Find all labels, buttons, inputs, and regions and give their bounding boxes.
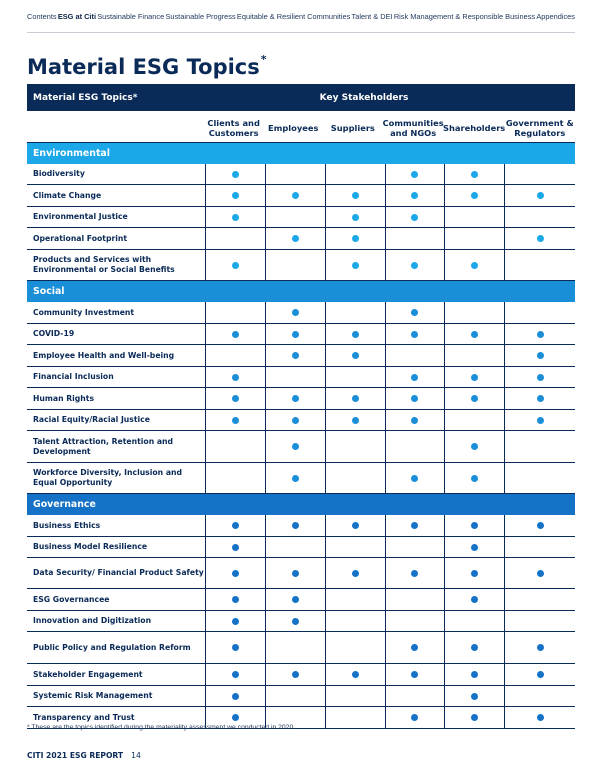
table-cell [325, 515, 385, 536]
stakeholder-dot-icon [352, 214, 359, 221]
stakeholder-dot-icon [471, 570, 478, 577]
stakeholder-dot-icon [292, 235, 299, 242]
page-number: 14 [131, 751, 141, 760]
table-cell [444, 558, 504, 588]
topic-label: Products and Services with Environmental or Social Benefits [33, 255, 175, 274]
title-footnote-mark: * [260, 53, 267, 66]
table-cell [504, 632, 575, 663]
table-cell [325, 686, 385, 706]
table-cell [444, 431, 504, 462]
column-header-clients-and-customers: Clients and Customers [207, 117, 260, 138]
table-cell [205, 632, 265, 663]
stakeholder-dot-icon [411, 192, 418, 199]
topic-label: COVID-19 [33, 329, 75, 338]
table-cell [504, 207, 575, 227]
table-row [27, 185, 575, 207]
stakeholder-dot-icon [471, 171, 478, 178]
table-cell [205, 324, 265, 344]
table-cell [444, 367, 504, 387]
table-cell [444, 537, 504, 557]
topic-label: Community Investment [33, 307, 135, 317]
table-cell [325, 632, 385, 663]
table-row [27, 345, 575, 367]
stakeholder-dot-icon [537, 644, 544, 651]
topic-label: Human Rights [33, 393, 95, 403]
nav-link-appendices[interactable]: Appendices [536, 12, 575, 21]
nav-link-sustainable-finance[interactable]: Sustainable Finance [97, 12, 165, 21]
table-cell [504, 302, 575, 323]
stakeholder-dot-icon [292, 192, 299, 199]
table-cell [504, 611, 575, 631]
table-row [27, 431, 575, 463]
table-cell [325, 164, 385, 184]
table-cell [444, 664, 504, 685]
table-row [27, 228, 575, 250]
table-cell [265, 664, 325, 685]
table-cell [444, 185, 504, 206]
nav-link-esg-at-citi[interactable]: ESG at Citi [57, 12, 97, 21]
stakeholder-dot-icon [411, 714, 418, 721]
table-cell [504, 537, 575, 557]
topic-label: Data Security/ Financial Product Safety [33, 568, 204, 577]
table-cell [504, 707, 575, 728]
stakeholder-dot-icon [537, 671, 544, 678]
table-cell [325, 250, 385, 280]
table-cell [205, 686, 265, 706]
table-cell [504, 228, 575, 249]
table-row [27, 611, 575, 632]
stakeholder-dot-icon [537, 331, 544, 338]
table-cell [444, 632, 504, 663]
stakeholder-dot-icon [232, 671, 239, 678]
table-cell [385, 707, 445, 728]
table-row [27, 250, 575, 281]
nav-link-sustainable-progress[interactable]: Sustainable Progress [165, 12, 236, 21]
table-cell [205, 228, 265, 249]
stakeholder-columns-row [27, 111, 575, 143]
table-row [27, 515, 575, 537]
table-cell [504, 345, 575, 366]
stakeholder-dot-icon [352, 395, 359, 402]
stakeholder-dot-icon [537, 522, 544, 529]
stakeholder-dot-icon [292, 331, 299, 338]
topic-label: Financial Inclusion [33, 372, 114, 381]
stakeholder-dot-icon [471, 192, 478, 199]
table-cell [325, 388, 385, 409]
table-cell [265, 686, 325, 706]
stakeholder-dot-icon [352, 262, 359, 269]
stakeholder-dot-icon [471, 395, 478, 402]
stakeholder-dot-icon [292, 417, 299, 424]
stakeholder-dot-icon [352, 570, 359, 577]
table-cell [385, 515, 445, 536]
table-cell [385, 228, 445, 249]
stakeholder-dot-icon [292, 395, 299, 402]
table-row [27, 558, 575, 589]
topic-label: Business Ethics [33, 520, 101, 530]
table-cell [504, 250, 575, 280]
table-cell [325, 707, 385, 728]
table-cell [444, 611, 504, 631]
stakeholder-dot-icon [292, 352, 299, 359]
table-cell [325, 302, 385, 323]
topic-label: Racial Equity/Racial Justice [33, 415, 150, 424]
stakeholder-dot-icon [352, 235, 359, 242]
stakeholder-dot-icon [292, 443, 299, 450]
stakeholder-dot-icon [232, 644, 239, 651]
topic-label: Operational Footprint [33, 233, 128, 243]
footnote: * These are the topics identified during the materiality assessment we conducted in 2020. [27, 724, 296, 731]
table-row [27, 664, 575, 686]
topic-label: Talent Attraction, Retention and Development [33, 436, 174, 456]
table-cell [325, 664, 385, 685]
table-cell [385, 388, 445, 409]
topic-label: Environmental Justice [33, 212, 128, 221]
table-row [27, 164, 575, 185]
topic-label: Transparency and Trust [33, 712, 135, 722]
topic-label: Public Policy and Regulation Reform [33, 642, 191, 652]
table-cell [325, 367, 385, 387]
table-cell [385, 686, 445, 706]
stakeholder-dot-icon [471, 374, 478, 381]
table-cell [205, 589, 265, 610]
table-cell [444, 302, 504, 323]
table-cell [444, 164, 504, 184]
table-cell [444, 388, 504, 409]
table-row [27, 632, 575, 664]
table-cell [265, 589, 325, 610]
table-cell [325, 463, 385, 493]
stakeholder-dot-icon [411, 417, 418, 424]
stakeholder-dot-icon [232, 395, 239, 402]
stakeholder-dot-icon [471, 693, 478, 700]
table-cell [265, 207, 325, 227]
topic-label: Climate Change [33, 190, 102, 200]
empty-header-cell [27, 111, 204, 142]
stakeholder-dot-icon [232, 570, 239, 577]
table-cell [265, 558, 325, 588]
table-cell [444, 707, 504, 728]
stakeholder-dot-icon [232, 192, 239, 199]
table-cell [385, 345, 445, 366]
stakeholder-dot-icon [471, 262, 478, 269]
table-cell [444, 686, 504, 706]
table-row [27, 388, 575, 410]
stakeholder-dot-icon [411, 475, 418, 482]
stakeholder-dot-icon [537, 352, 544, 359]
table-row [27, 589, 575, 611]
table-cell [325, 558, 385, 588]
topic-label: ESG Governancee [33, 594, 110, 604]
stakeholder-dot-icon [411, 570, 418, 577]
table-row [27, 463, 575, 494]
section-header-governance: Governance [27, 494, 575, 515]
table-cell [444, 515, 504, 536]
stakeholder-dot-icon [292, 522, 299, 529]
column-header-government-regulators: Government & Regulators [505, 117, 574, 138]
stakeholder-dot-icon [471, 544, 478, 551]
stakeholder-dot-icon [537, 235, 544, 242]
topic-label: Systemic Risk Management [33, 691, 153, 700]
table-row [27, 410, 575, 431]
table-cell [504, 367, 575, 387]
table-cell [205, 185, 265, 206]
table-cell [205, 367, 265, 387]
stakeholder-dot-icon [352, 671, 359, 678]
nav-link-risk-management-responsible-business[interactable]: Risk Management & Responsible Business [393, 12, 536, 21]
table-cell [385, 185, 445, 206]
stakeholder-dot-icon [411, 214, 418, 221]
table-cell [385, 632, 445, 663]
table-cell [325, 537, 385, 557]
table-cell [265, 410, 325, 430]
table-cell [325, 324, 385, 344]
stakeholder-dot-icon [232, 262, 239, 269]
table-row [27, 367, 575, 388]
stakeholder-dot-icon [471, 443, 478, 450]
nav-link-contents[interactable]: Contents [27, 12, 57, 21]
stakeholder-dot-icon [352, 352, 359, 359]
table-cell [205, 463, 265, 493]
page-footer [27, 751, 141, 760]
table-cell [265, 388, 325, 409]
stakeholder-dot-icon [411, 171, 418, 178]
table-cell [504, 463, 575, 493]
page-title: Material ESG Topics* [27, 53, 267, 79]
stakeholder-dot-icon [411, 374, 418, 381]
table-cell [205, 431, 265, 462]
stakeholder-dot-icon [411, 671, 418, 678]
table-cell [265, 324, 325, 344]
table-cell [385, 302, 445, 323]
table-row [27, 686, 575, 707]
table-cell [325, 611, 385, 631]
topic-label: Innovation and Digitization [33, 616, 152, 625]
table-cell [385, 664, 445, 685]
column-header-employees: Employees [268, 122, 319, 133]
stakeholder-dot-icon [471, 522, 478, 529]
table-cell [385, 250, 445, 280]
table-cell [265, 345, 325, 366]
stakeholder-dot-icon [292, 596, 299, 603]
table-cell [205, 164, 265, 184]
stakeholder-dot-icon [232, 171, 239, 178]
table-cell [504, 185, 575, 206]
table-row [27, 537, 575, 558]
column-header-suppliers: Suppliers [330, 122, 375, 133]
table-cell [325, 345, 385, 366]
stakeholder-dot-icon [537, 714, 544, 721]
stakeholder-dot-icon [537, 570, 544, 577]
table-cell [325, 228, 385, 249]
table-cell [444, 345, 504, 366]
stakeholder-dot-icon [352, 417, 359, 424]
nav-link-equitable-resilient-communities[interactable]: Equitable & Resilient Communities [236, 12, 351, 21]
table-body [27, 143, 575, 729]
stakeholder-dot-icon [537, 395, 544, 402]
table-cell [205, 611, 265, 631]
table-cell [265, 164, 325, 184]
stakeholder-dot-icon [411, 522, 418, 529]
table-cell [385, 611, 445, 631]
table-cell [385, 558, 445, 588]
stakeholder-dot-icon [411, 644, 418, 651]
stakeholder-dot-icon [471, 596, 478, 603]
stakeholder-dot-icon [292, 570, 299, 577]
stakeholder-dot-icon [411, 331, 418, 338]
stakeholder-dot-icon [232, 417, 239, 424]
table-cell [504, 324, 575, 344]
nav-link-talent-dei[interactable]: Talent & DEI [351, 12, 393, 21]
table-cell [205, 345, 265, 366]
table-row [27, 324, 575, 345]
table-cell [205, 207, 265, 227]
table-cell [265, 185, 325, 206]
table-cell [444, 207, 504, 227]
top-navigation [27, 12, 575, 21]
table-cell [265, 250, 325, 280]
table-cell [205, 388, 265, 409]
material-topics-table [27, 84, 575, 729]
stakeholder-dot-icon [292, 671, 299, 678]
column-header-communities-and-ngos: Communities and NGOs [382, 117, 444, 138]
table-cell [504, 164, 575, 184]
table-cell [265, 228, 325, 249]
stakeholders-header: Key Stakeholders [319, 92, 409, 103]
table-cell [325, 589, 385, 610]
stakeholder-dot-icon [471, 671, 478, 678]
stakeholder-dot-icon [471, 714, 478, 721]
stakeholder-dot-icon [232, 214, 239, 221]
table-cell [444, 228, 504, 249]
table-cell [504, 388, 575, 409]
table-cell [265, 367, 325, 387]
topic-label: Business Model Resilience [33, 542, 148, 551]
table-cell [444, 410, 504, 430]
stakeholder-dot-icon [292, 618, 299, 625]
stakeholder-dot-icon [232, 693, 239, 700]
table-cell [265, 632, 325, 663]
table-cell [444, 463, 504, 493]
table-cell [385, 367, 445, 387]
table-cell [504, 515, 575, 536]
table-cell [205, 515, 265, 536]
table-cell [205, 410, 265, 430]
stakeholder-dot-icon [292, 309, 299, 316]
stakeholder-dot-icon [232, 331, 239, 338]
stakeholder-dot-icon [471, 475, 478, 482]
stakeholder-dot-icon [411, 395, 418, 402]
stakeholder-dot-icon [232, 522, 239, 529]
stakeholder-dot-icon [232, 374, 239, 381]
table-cell [205, 558, 265, 588]
stakeholder-dot-icon [537, 417, 544, 424]
table-cell [385, 431, 445, 462]
topic-label: Workforce Diversity, Inclusion and Equal Opportunity [33, 468, 182, 487]
section-header-environmental: Environmental [27, 143, 575, 164]
table-cell [265, 611, 325, 631]
table-cell [385, 589, 445, 610]
table-cell [265, 302, 325, 323]
table-cell [504, 558, 575, 588]
table-cell [205, 302, 265, 323]
stakeholder-dot-icon [411, 309, 418, 316]
column-header-shareholders: Shareholders [443, 122, 506, 133]
table-cell [325, 207, 385, 227]
stakeholder-dot-icon [471, 331, 478, 338]
stakeholder-dot-icon [292, 475, 299, 482]
table-cell [205, 664, 265, 685]
table-cell [265, 463, 325, 493]
table-cell [444, 589, 504, 610]
report-name: CITI 2021 ESG REPORT [27, 751, 124, 760]
table-cell [504, 664, 575, 685]
table-cell [325, 185, 385, 206]
table-cell [504, 410, 575, 430]
table-cell [205, 537, 265, 557]
table-row [27, 207, 575, 228]
stakeholder-dot-icon [232, 618, 239, 625]
table-cell [385, 207, 445, 227]
stakeholder-dot-icon [232, 544, 239, 551]
table-cell [444, 324, 504, 344]
topic-label: Stakeholder Engagement [33, 669, 143, 679]
nav-divider [27, 32, 575, 33]
stakeholder-dot-icon [352, 192, 359, 199]
stakeholder-dot-icon [537, 374, 544, 381]
table-cell [385, 463, 445, 493]
table-cell [504, 589, 575, 610]
stakeholder-dot-icon [352, 331, 359, 338]
table-cell [325, 410, 385, 430]
table-header-bar [27, 84, 575, 111]
table-cell [385, 324, 445, 344]
table-cell [265, 515, 325, 536]
table-cell [385, 164, 445, 184]
table-cell [265, 431, 325, 462]
table-cell [385, 410, 445, 430]
topic-label: Biodiversity [33, 169, 85, 178]
table-row [27, 302, 575, 324]
table-cell [325, 431, 385, 462]
table-cell [205, 250, 265, 280]
table-cell [504, 431, 575, 462]
stakeholder-dot-icon [352, 522, 359, 529]
stakeholder-dot-icon [232, 596, 239, 603]
table-cell [385, 537, 445, 557]
stakeholder-dot-icon [232, 714, 239, 721]
stakeholder-dot-icon [471, 644, 478, 651]
stakeholder-dot-icon [537, 192, 544, 199]
section-header-social: Social [27, 281, 575, 302]
table-cell [444, 250, 504, 280]
topic-label: Employee Health and Well-being [33, 350, 175, 360]
table-cell [265, 537, 325, 557]
table-cell [504, 686, 575, 706]
topics-column-header: Material ESG Topics* [33, 92, 138, 103]
stakeholder-dot-icon [411, 262, 418, 269]
